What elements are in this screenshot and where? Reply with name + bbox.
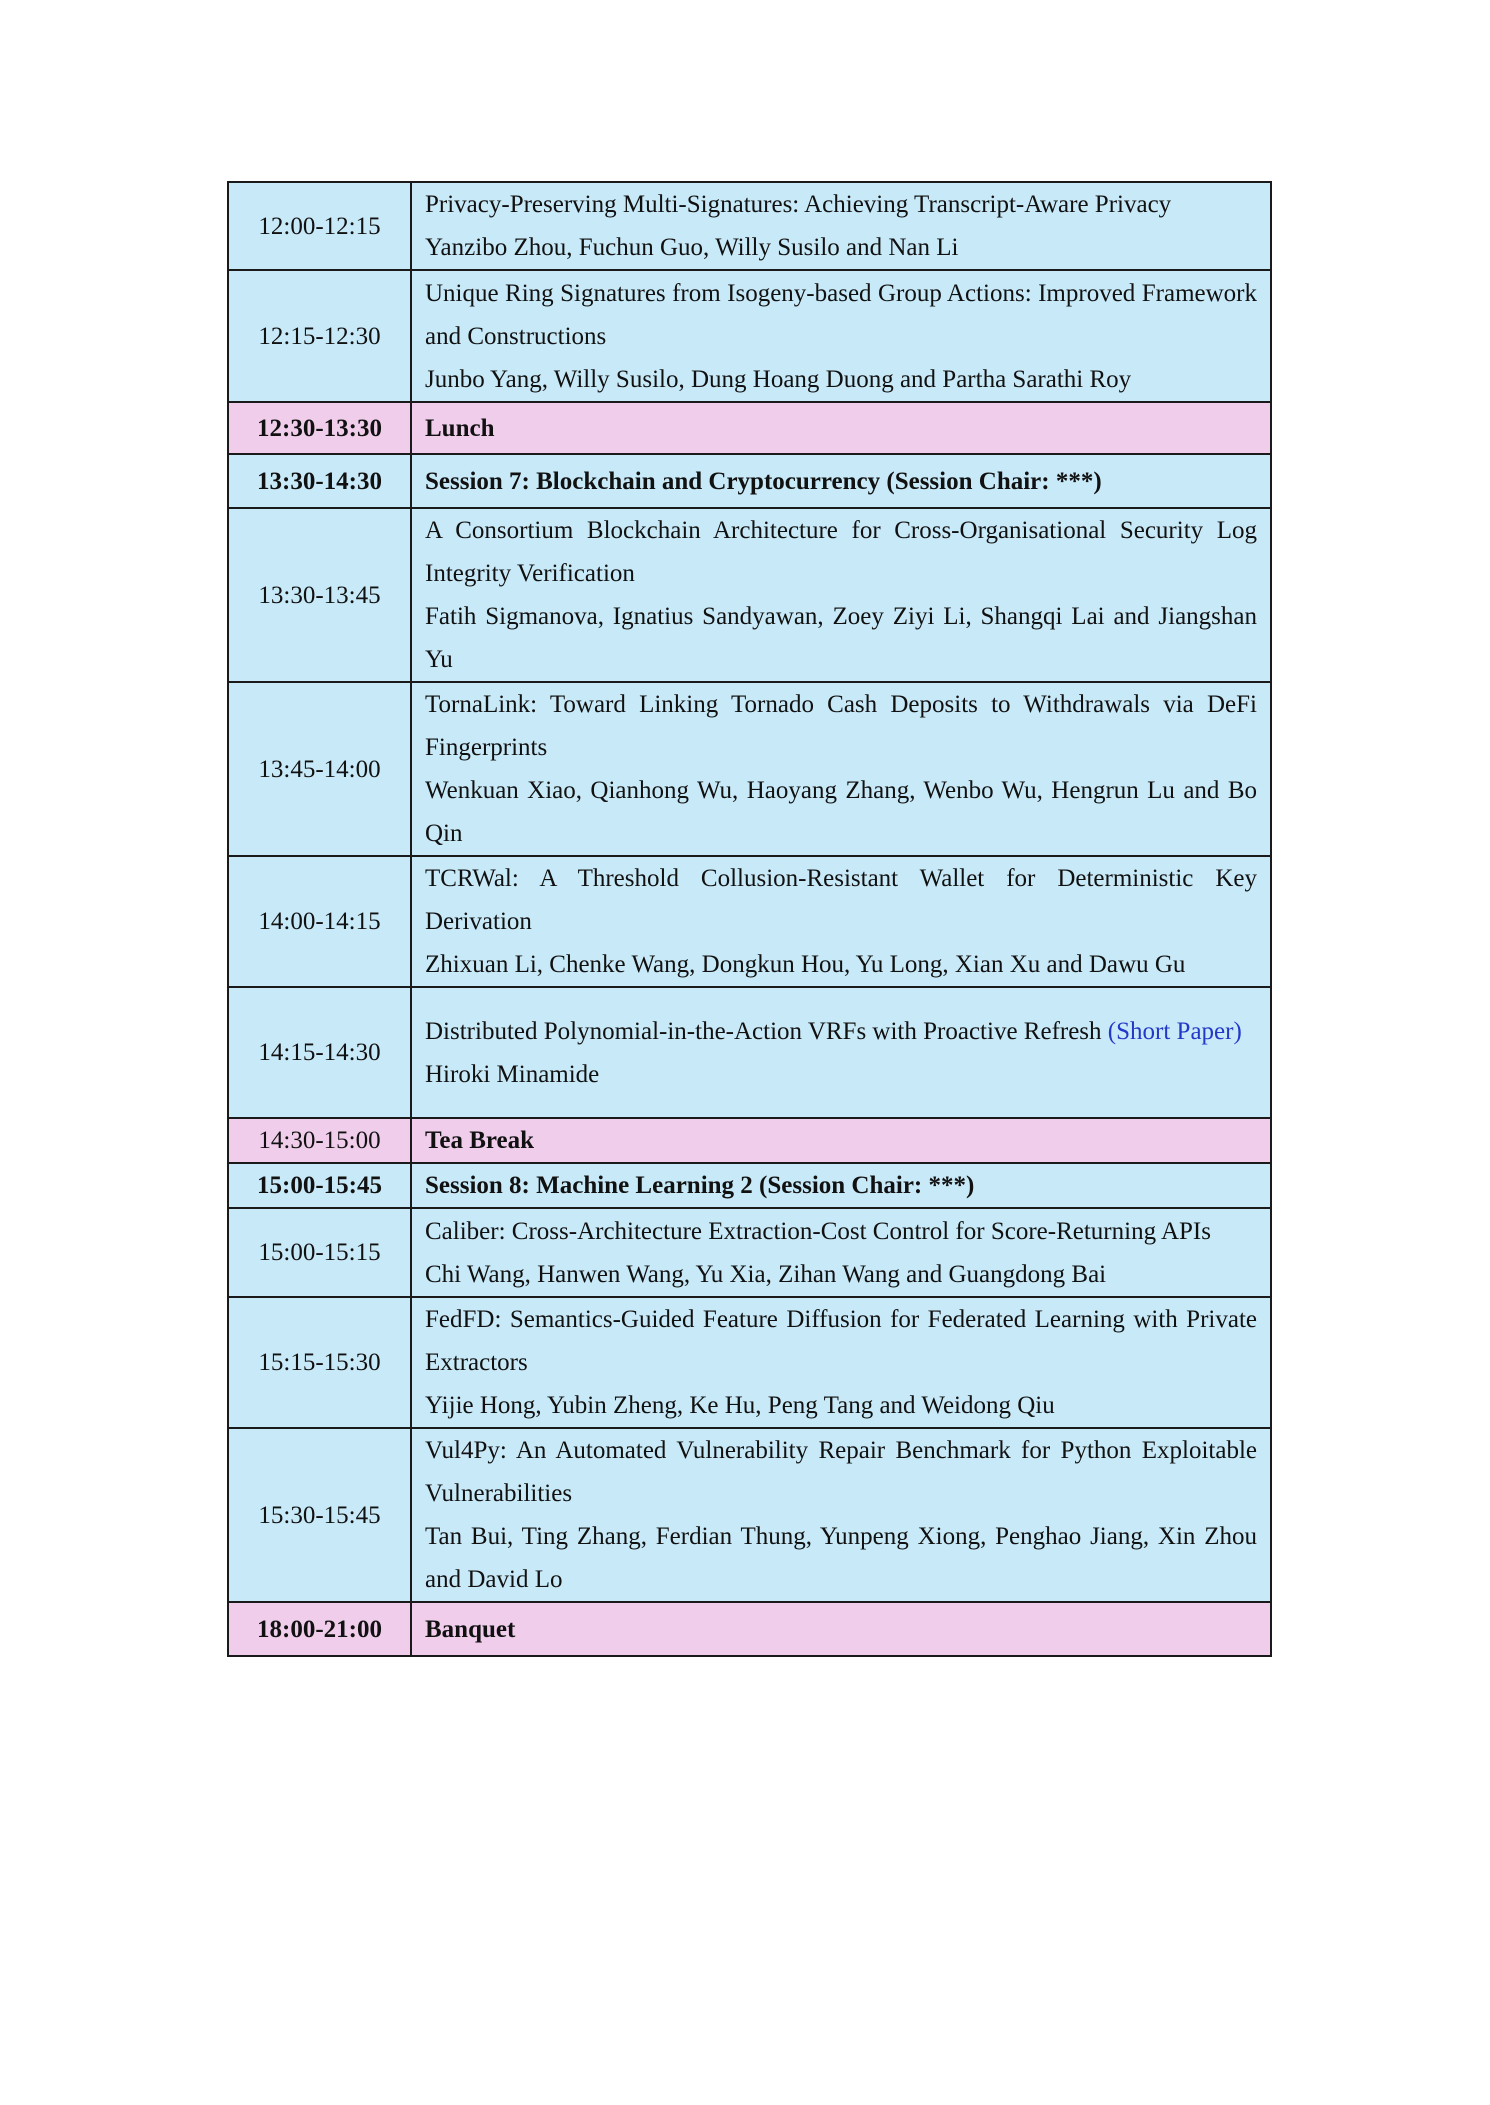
table-row xyxy=(228,856,1271,987)
paper-authors: Tan Bui, Ting Zhang, Ferdian Thung, Yunpeng Xiong, Penghao Jiang, Xin Zhou and David Lo xyxy=(425,1523,1257,1593)
paper-cell xyxy=(411,1297,1271,1428)
schedule-table xyxy=(227,181,1272,1657)
break-label: Lunch xyxy=(411,402,1271,454)
time-cell: 12:00-12:15 xyxy=(228,182,411,270)
table-row xyxy=(228,1118,1271,1163)
paper-cell xyxy=(411,1208,1271,1297)
paper-authors: Fatih Sigmanova, Ignatius Sandyawan, Zoey Ziyi Li, Shangqi Lai and Jiangshan Yu xyxy=(425,603,1257,673)
table-row xyxy=(228,182,1271,270)
paper-authors: Yanzibo Zhou, Fuchun Guo, Willy Susilo and Nan Li xyxy=(425,234,959,261)
paper-authors: Chi Wang, Hanwen Wang, Yu Xia, Zihan Wang and Guangdong Bai xyxy=(425,1260,1107,1288)
paper-title: A Consortium Blockchain Architecture for Cross-Organisational Security Log Integrity Verification xyxy=(425,517,1257,587)
paper-title: TCRWal: A Threshold Collusion-Resistant Wallet for Deterministic Key Derivation xyxy=(425,865,1257,935)
paper-cell xyxy=(411,682,1271,856)
table-row xyxy=(228,1208,1271,1297)
paper-cell xyxy=(411,508,1271,682)
table-row xyxy=(228,1602,1271,1656)
time-cell: 15:00-15:45 xyxy=(228,1163,411,1208)
paper-title: Vul4Py: An Automated Vulnerability Repair Benchmark for Python Exploitable Vulnerabilities xyxy=(425,1437,1257,1507)
table-row xyxy=(228,270,1271,402)
paper-title xyxy=(425,1010,1257,1053)
table-row xyxy=(228,682,1271,856)
time-cell: 12:30-13:30 xyxy=(228,402,411,454)
time-cell: 14:15-14:30 xyxy=(228,987,411,1118)
break-label: Banquet xyxy=(411,1602,1271,1656)
paper-title: TornaLink: Toward Linking Tornado Cash Deposits to Withdrawals via DeFi Fingerprints xyxy=(425,691,1257,761)
paper-title-text: Distributed Polynomial-in-the-Action VRFs with Proactive Refresh xyxy=(425,1017,1102,1045)
paper-cell xyxy=(411,182,1271,270)
table-row xyxy=(228,987,1271,1118)
time-cell: 12:15-12:30 xyxy=(228,270,411,402)
paper-authors: Hiroki Minamide xyxy=(425,1060,600,1088)
paper-authors: Zhixuan Li, Chenke Wang, Dongkun Hou, Yu Long, Xian Xu and Dawu Gu xyxy=(425,951,1186,978)
time-cell: 15:00-15:15 xyxy=(228,1208,411,1297)
paper-cell xyxy=(411,987,1271,1118)
table-row xyxy=(228,1297,1271,1428)
time-cell: 14:00-14:15 xyxy=(228,856,411,987)
session-title: Session 7: Blockchain and Cryptocurrency (Session Chair: ***) xyxy=(411,454,1271,508)
paper-cell xyxy=(411,270,1271,402)
short-paper-note: (Short Paper) xyxy=(1107,1017,1242,1045)
paper-title: Unique Ring Signatures from Isogeny-based Group Actions: Improved Framework and Constructions xyxy=(425,279,1257,350)
paper-title: Caliber: Cross-Architecture Extraction-Cost Control for Score-Returning APIs xyxy=(425,1217,1211,1245)
table-row xyxy=(228,454,1271,508)
paper-authors: Yijie Hong, Yubin Zheng, Ke Hu, Peng Tang and Weidong Qiu xyxy=(425,1392,1055,1419)
time-cell: 13:30-14:30 xyxy=(228,454,411,508)
time-cell: 15:15-15:30 xyxy=(228,1297,411,1428)
paper-cell xyxy=(411,856,1271,987)
paper-authors: Wenkuan Xiao, Qianhong Wu, Haoyang Zhang, Wenbo Wu, Hengrun Lu and Bo Qin xyxy=(425,777,1257,847)
time-cell: 15:30-15:45 xyxy=(228,1428,411,1602)
table-row xyxy=(228,1428,1271,1602)
session-title: Session 8: Machine Learning 2 (Session Chair: ***) xyxy=(411,1163,1271,1208)
time-cell: 13:30-13:45 xyxy=(228,508,411,682)
time-cell: 18:00-21:00 xyxy=(228,1602,411,1656)
paper-cell xyxy=(411,1428,1271,1602)
paper-authors: Junbo Yang, Willy Susilo, Dung Hoang Duong and Partha Sarathi Roy xyxy=(425,365,1132,393)
break-label: Tea Break xyxy=(411,1118,1271,1163)
paper-title: FedFD: Semantics-Guided Feature Diffusion for Federated Learning with Private Extractors xyxy=(425,1306,1257,1376)
table-row xyxy=(228,402,1271,454)
table-row xyxy=(228,508,1271,682)
paper-title: Privacy-Preserving Multi-Signatures: Achieving Transcript-Aware Privacy xyxy=(425,191,1172,218)
time-cell: 14:30-15:00 xyxy=(228,1118,411,1163)
table-row xyxy=(228,1163,1271,1208)
time-cell: 13:45-14:00 xyxy=(228,682,411,856)
